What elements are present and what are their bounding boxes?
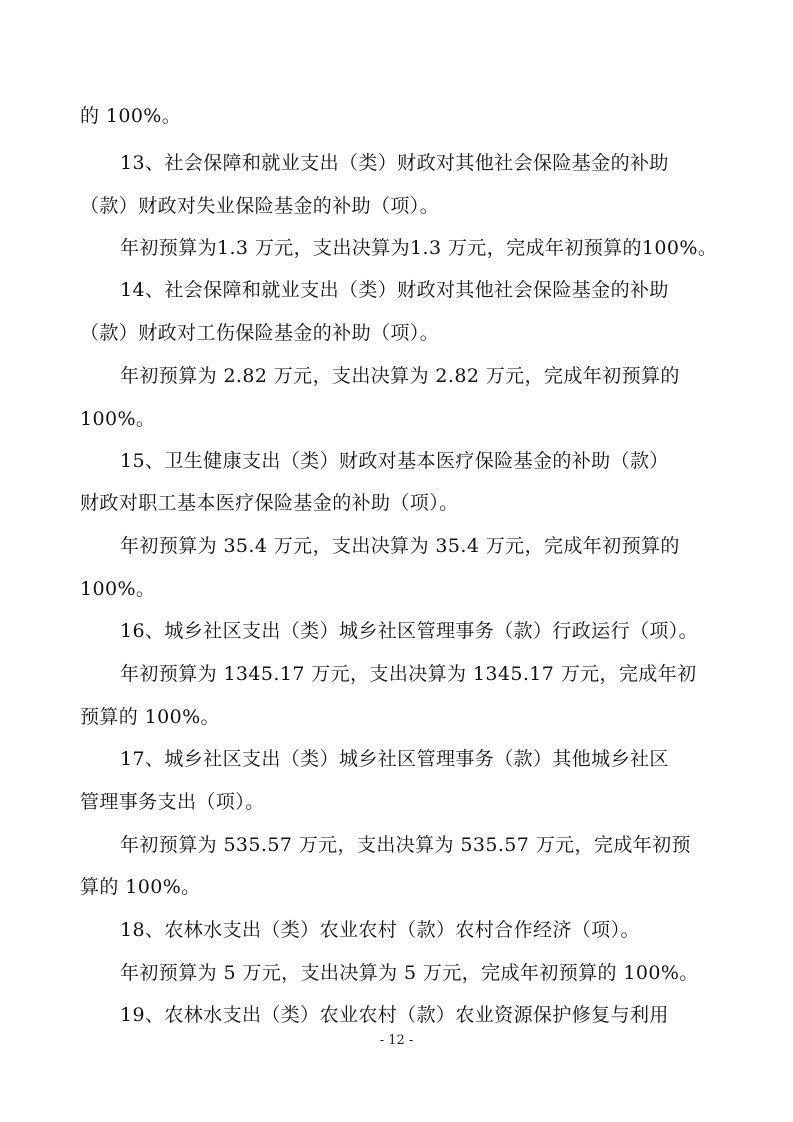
paragraph-line: （款）财政对工伤保险基金的补助（项）。: [80, 322, 440, 344]
paragraph-line: 年初预算为1.3 万元，支出决算为1.3 万元，完成年初预算的100%。: [120, 237, 718, 259]
paragraph-line: 的 100%。: [80, 105, 182, 127]
paragraph-line: 19、农林水支出（类）农业农村（款）农业资源保护修复与利用: [120, 1004, 669, 1026]
paragraph-line: 年初预算为 535.57 万元，支出决算为 535.57 万元，完成年初预: [120, 834, 691, 856]
paragraph-line: 年初预算为 5 万元，支出决算为 5 万元，完成年初预算的 100%。: [120, 962, 699, 984]
page-number: - 12 -: [379, 1033, 414, 1048]
paragraph-line: 预算的 100%。: [80, 706, 220, 728]
paragraph-line: 17、城乡社区支出（类）城乡社区管理事务（款）其他城乡社区: [120, 748, 669, 770]
paragraph-line: 年初预算为 35.4 万元，支出决算为 35.4 万元，完成年初预算的: [120, 535, 680, 557]
paragraph-line: 100%。: [80, 408, 156, 430]
paragraph-line: 年初预算为 2.82 万元，支出决算为 2.82 万元，完成年初预算的: [120, 365, 680, 387]
paragraph-line: 算的 100%。: [80, 876, 201, 898]
paragraph-line: 财政对职工基本医疗保险基金的补助（项）。: [80, 492, 459, 514]
paragraph-line: 14、社会保障和就业支出（类）财政对其他社会保险基金的补助: [120, 279, 669, 301]
paragraph-line: 13、社会保障和就业支出（类）财政对其他社会保险基金的补助: [120, 152, 669, 174]
paragraph-line: 年初预算为 1345.17 万元，支出决算为 1345.17 万元，完成年初: [120, 663, 697, 685]
paragraph-line: （款）财政对失业保险基金的补助（项）。: [80, 195, 440, 217]
paragraph-line: 16、城乡社区支出（类）城乡社区管理事务（款）行政运行（项）。: [120, 620, 699, 642]
paragraph-line: 管理事务支出（项）。: [80, 791, 265, 813]
paragraph-line: 18、农林水支出（类）农业农村（款）农村合作经济（项）。: [120, 919, 640, 941]
paragraph-line: 15、卫生健康支出（类）财政对基本医疗保险基金的补助（款）: [120, 450, 669, 472]
paragraph-line: 100%。: [80, 578, 156, 600]
